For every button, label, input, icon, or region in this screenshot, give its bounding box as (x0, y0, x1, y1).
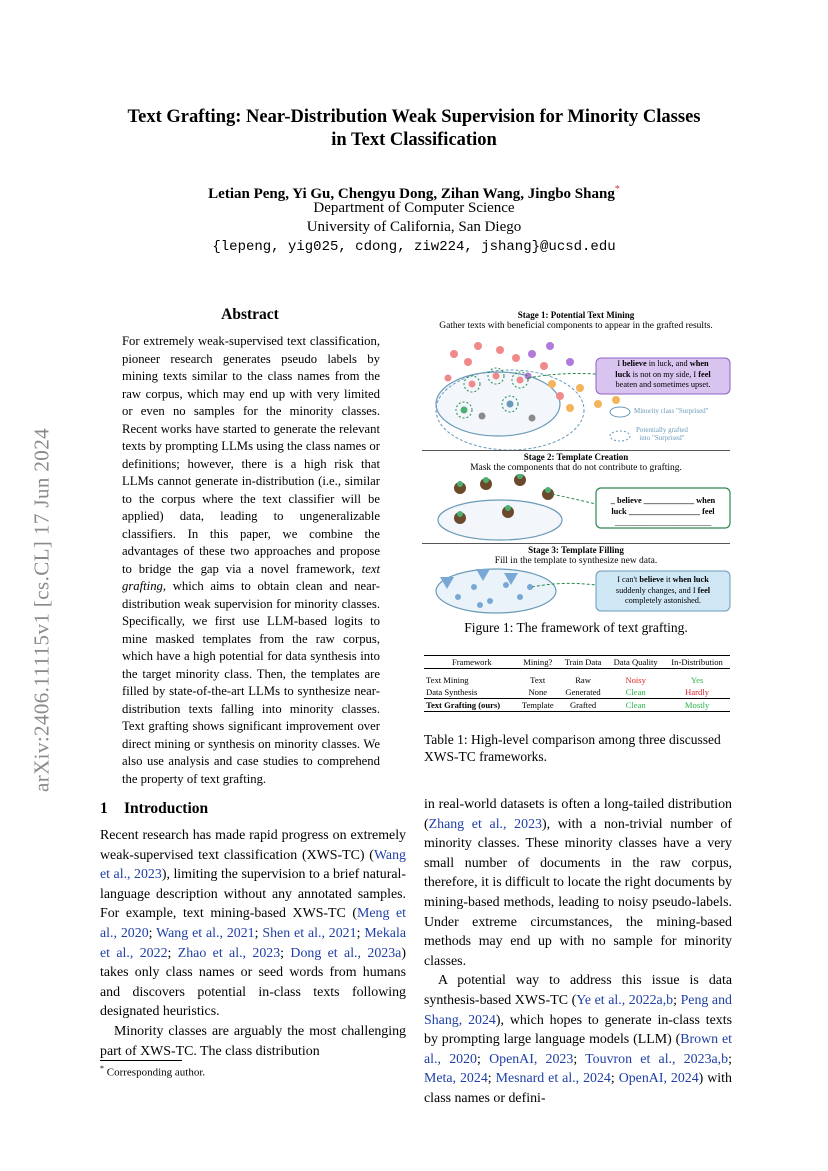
paper-title (60, 106, 768, 152)
t: Potentially grafted (636, 426, 688, 434)
mining-arrow (528, 374, 596, 379)
figure-framework (420, 306, 732, 618)
author-footnote-mark[interactable]: * (614, 184, 620, 195)
table-cell: Text (530, 675, 546, 685)
separator: ; (610, 1071, 619, 1087)
emails: {lepeng, yig025, cdong, ziw224, jshang}@ucsd.edu (212, 239, 616, 255)
abstract-text-1: For extremely weak-supervised text classification, pioneer research generates pseudo labels by mining texts similar to the class names from the raw corpus, which may end up with very limited or even no samples for the minority classes. Recent works have started to generate the relevant texts by prompting LLMs using the class names or definitions; however, there is a high risk that LLMs cannot generate in-distribution (i.e., similar to the corpus where the text classifier will be applied) data, leading to ungeneralizable classifiers. In this paper, we combine the advantages of these two approaches and propose to bridge the gap via a novel framework, (122, 334, 380, 576)
section-heading-introduction (100, 800, 208, 818)
citation-link[interactable]: Wang et al., 2021 (156, 925, 255, 941)
t: it (663, 575, 673, 584)
citation-link[interactable]: Wang et al., 2023 (100, 847, 406, 883)
legend-ellipse-dashed (610, 431, 630, 441)
abstract-text-2: , which aims to obtain clean and near-distribution weak supervision for minority classes. Specifically, we first use LLM-based logits to mine masked templates from the raw corpus, which have a high potential for data synthesis into the target minority class. Then, the templates are filled by state-of-the-art LLMs to synthesize near-distribution texts falling into minority classes. Text grafting shows significant improvement over direct mining or synthesis on minority classes. We also use analysis and case studies to comprehend the property of text grafting. (122, 579, 380, 786)
separator: ; (254, 925, 263, 941)
table-cell: Clean (625, 700, 646, 710)
figure-caption: Figure 1: The framework of text grafting. (464, 620, 688, 635)
table-row (424, 699, 730, 712)
title-line-1: Text Grafting: Near-Distribution Weak Supervision for Minority Classes (127, 107, 701, 127)
text-span: in real-world datasets is often a long-tailed distribution ( (424, 797, 732, 832)
table-cell: Raw (575, 675, 591, 685)
text-span: ), with a non-trivial number of minority classes. These minority classes have a very small number of documents in the raw corpus, therefore, it is difficult to locate the right documents by mining-based methods, leading to noisy pseudo-labels. Under extreme circumstances, the mining-based methods may end up with no sample for minority classes. (424, 816, 732, 969)
t: feel (698, 369, 711, 379)
text-span: ), which hopes to generate in-class texts by prompting large language models (LLM) ( (424, 1012, 732, 1048)
table-cell: Text Mining (426, 675, 469, 685)
department: Department of Computer Science (313, 200, 515, 216)
footnote (100, 1064, 205, 1079)
table-cell: Yes (690, 675, 704, 685)
intro-paragraph-1 (100, 826, 406, 1022)
citation-link[interactable]: Zhao et al., 2023 (177, 945, 281, 961)
t: _ believe ____________ when (610, 496, 716, 505)
table-cell: Template (521, 700, 554, 710)
table-header-row (424, 656, 730, 669)
citation-link[interactable]: Dong et al., 2023a (290, 945, 402, 961)
separator: ; (280, 945, 291, 961)
citation-link[interactable]: Mekala et al., 2022 (100, 925, 406, 961)
t: I (617, 359, 623, 368)
table-cell: Clean (625, 687, 646, 697)
stage2-subtitle: Mask the components that do not contribute to grafting. (470, 463, 682, 473)
t: is not on my side, I (630, 369, 699, 379)
template-text (600, 495, 726, 528)
t: feel (697, 585, 711, 595)
stage2-title: Stage 2: Template Creation (523, 452, 629, 462)
t: believe (639, 575, 664, 584)
text-span: ) with class names or defini- (424, 1071, 732, 1106)
t: I can't (617, 575, 640, 584)
table-header: Train Data (564, 657, 602, 667)
template-arrow (552, 494, 596, 504)
t: completely astonished. (624, 596, 702, 605)
citation-link[interactable]: Touvron et al., 2023a,b (585, 1051, 729, 1067)
comparison-table (424, 655, 730, 712)
text-span: Recent research has made rapid progress on extremely weak-supervised text classification (XWS-TC) ( (100, 828, 406, 863)
citation-link[interactable]: OpenAI, 2023 (489, 1051, 574, 1067)
t: _______________________ (614, 518, 712, 527)
legend-potentially-grafted (636, 426, 688, 442)
table-cell: Grafted (569, 700, 597, 710)
separator: ; (356, 925, 365, 941)
table-header: In-Distribution (671, 657, 723, 667)
separator: ; (573, 1051, 586, 1067)
footnote-text: Corresponding author. (106, 1066, 206, 1079)
authors-names: Letian Peng, Yi Gu, Chengyu Dong, Zihan Wang, Jingbo Shang (208, 186, 615, 202)
table-cell: Noisy (625, 675, 646, 685)
separator: ; (148, 925, 157, 941)
t: luck (615, 369, 631, 379)
table-caption: Table 1: High-level comparison among three discussed XWS-TC frameworks. (424, 732, 721, 764)
corpus-ellipse (436, 372, 560, 436)
stage1-subtitle: Gather texts with beneficial components to appear in the grafted results. (439, 321, 713, 331)
table-cell: Generated (565, 687, 601, 697)
legend-minority-class: Minority class "Surprised" (634, 407, 709, 415)
abstract-emphasis: text grafting (122, 561, 380, 593)
table-row (424, 669, 730, 687)
separator: ; (673, 992, 681, 1008)
table-header: Mining? (523, 657, 553, 667)
citation-link[interactable]: OpenAI, 2024 (618, 1071, 699, 1087)
table-header: Data Quality (613, 657, 658, 667)
intro-left-column (100, 826, 406, 1061)
t: when luck (672, 575, 709, 584)
intro-paragraph-4 (424, 971, 732, 1108)
stage1-title: Stage 1: Potential Text Mining (517, 310, 635, 320)
intro-paragraph-3 (424, 795, 732, 971)
stage1-example-text (600, 359, 726, 391)
arxiv-sidebar (22, 370, 62, 850)
stage3-subtitle: Fill in the template to synthesize new data. (494, 556, 658, 566)
t: beaten and sometimes upset. (615, 380, 711, 389)
table-header: Framework (452, 657, 492, 667)
table-cell: Data Synthesis (426, 687, 478, 697)
t: believe (622, 359, 647, 368)
t: suddenly changes, and I (615, 585, 698, 595)
arxiv-identifier: arXiv:2406.11115v1 [cs.CL] 17 Jun 2024 (29, 428, 54, 792)
table-cell: Text Grafting (ours) (426, 700, 501, 710)
citation-link[interactable]: Mesnard et al., 2024 (495, 1071, 611, 1087)
table-row (424, 686, 730, 699)
intro-right-column (424, 795, 732, 1109)
title-line-2: in Text Classification (331, 130, 497, 150)
text-span: A potential way to address this issue is data synthesis-based XWS-TC ( (424, 973, 732, 1008)
filled-ellipse (436, 569, 556, 613)
abstract-heading: Abstract (221, 306, 279, 323)
table-cell: None (528, 687, 548, 697)
citation-link[interactable]: Meta, 2024 (424, 1071, 488, 1087)
t: in luck, and (646, 359, 690, 368)
t: into "Surprised" (639, 434, 685, 442)
citation-link[interactable]: Zhang et al., 2023 (428, 816, 542, 832)
section-title: Introduction (124, 800, 209, 817)
citation-link[interactable]: Shen et al., 2021 (262, 925, 357, 941)
footnote-mark: * (100, 1064, 104, 1073)
t: luck _________________ feel (611, 507, 715, 516)
footnote-rule (100, 1060, 182, 1061)
stage-divider (422, 543, 730, 544)
table-cell: Hardly (685, 687, 710, 697)
legend-ellipse-solid (610, 407, 630, 417)
citation-link[interactable]: Meng et al., 2020 (100, 906, 407, 941)
intro-paragraph-2: Minority classes are arguably the most challenging part of XWS-TC. The class distribution (100, 1023, 406, 1059)
section-number: 1 (100, 800, 108, 817)
separator: ; (487, 1071, 496, 1087)
table-cell: Mostly (684, 700, 710, 710)
abstract-body (122, 333, 380, 788)
separator: ; (167, 945, 178, 961)
separator: ; (728, 1051, 732, 1067)
stage-divider (422, 450, 730, 451)
university: University of California, San Diego (306, 219, 522, 235)
text-span: ) takes only class names or seed words from humans and discovers potential in-class texts following designated heuristics. (100, 945, 406, 1020)
citation-link[interactable]: Peng and Shang, 2024 (424, 992, 732, 1028)
t: when (689, 359, 709, 368)
separator: ; (477, 1051, 490, 1067)
synthesized-text (600, 575, 726, 607)
citation-link[interactable]: Ye et al., 2022a,b (576, 992, 674, 1008)
stage3-title: Stage 3: Template Filling (528, 545, 624, 555)
citation-link[interactable]: Brown et al., 2020 (424, 1032, 733, 1067)
text-span: ), limiting the supervision to a brief natural-language description without any annotated samples. For example, text mining-based XWS-TC ( (100, 867, 406, 922)
